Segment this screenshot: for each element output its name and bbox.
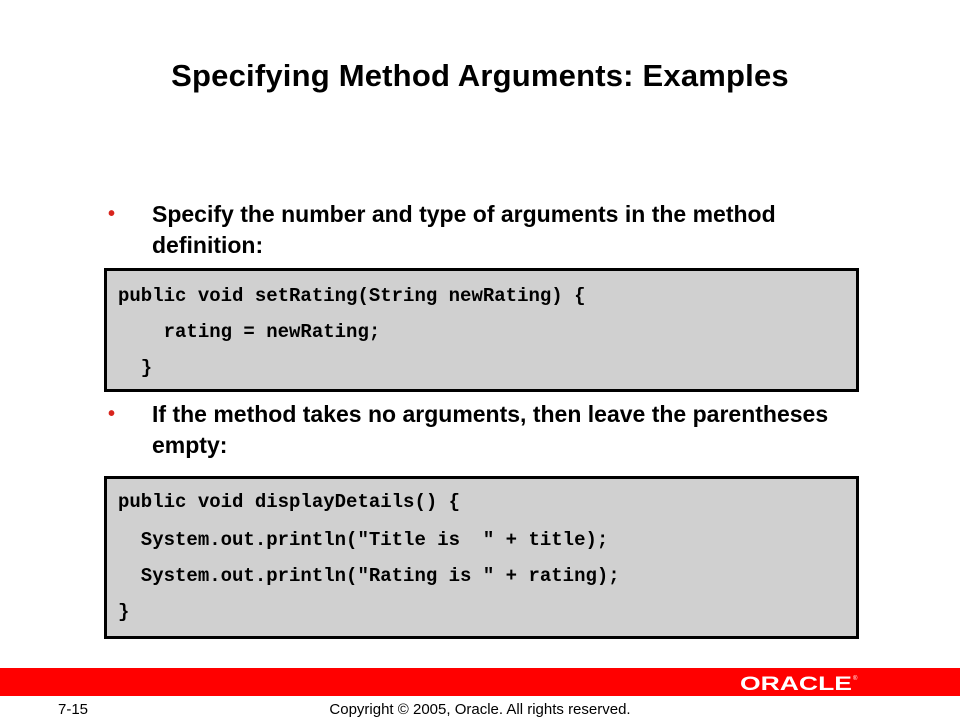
code-block-set-rating (104, 268, 859, 392)
code-line: } (118, 601, 130, 623)
code-line: System.out.println("Title is " + title); (118, 529, 609, 551)
bullet-text: Specify the number and type of arguments in the method definition: (152, 201, 776, 258)
oracle-logo-text: ORACLE (740, 674, 852, 693)
code-block-display-details (104, 476, 859, 639)
bullet-item (108, 399, 852, 461)
slide-title: Specifying Method Arguments: Examples (171, 58, 789, 93)
bullet-marker: • (108, 203, 116, 225)
oracle-logo (740, 673, 860, 693)
code-line: public void setRating(String newRating) { (118, 285, 586, 307)
code-line: System.out.println("Rating is " + rating); (118, 565, 620, 587)
bullet-item (108, 199, 852, 261)
bullet-text: If the method takes no arguments, then leave the parentheses empty: (152, 401, 829, 458)
code-line: rating = newRating; (118, 321, 381, 343)
slide-number: 7-15 (58, 701, 89, 718)
code-line: public void displayDetails() { (118, 491, 461, 513)
bullet-marker: • (108, 403, 116, 425)
svg-text:®: ® (853, 676, 858, 682)
code-line: } (118, 357, 153, 379)
copyright-notice: Copyright © 2005, Oracle. All rights reserved. (329, 701, 631, 718)
